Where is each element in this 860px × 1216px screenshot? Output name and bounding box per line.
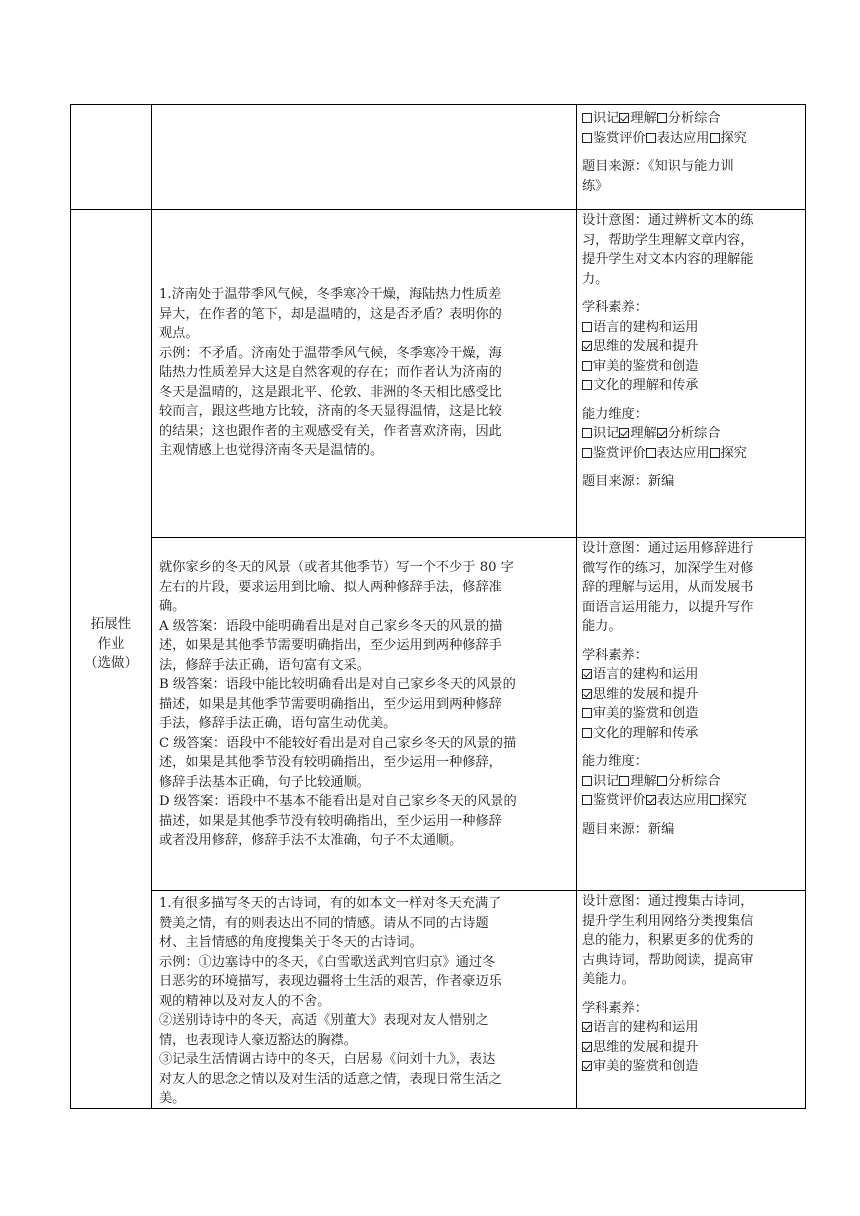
checkbox-label: 表达应用	[656, 793, 710, 808]
literacy-label: 学科素养：	[582, 300, 648, 315]
checkbox-empty-icon[interactable]	[619, 776, 629, 786]
literacy-item	[582, 665, 804, 685]
q2-text-line: 述，如果是其他季节需要明确指出，至少运用到两种修辞手	[159, 638, 502, 653]
spacer	[582, 743, 804, 752]
ability-line-2	[582, 791, 804, 811]
checkbox-checked-icon[interactable]	[657, 428, 667, 438]
checkbox-empty-icon[interactable]	[582, 728, 592, 738]
q2-text-line: 述，如果是其他季节没有较明确指出，至少运用一种修辞，	[159, 755, 502, 770]
checkbox-label: 分析综合	[667, 111, 721, 126]
column-divider-1	[151, 105, 152, 1108]
checkbox-label: 思维的发展和提升	[593, 686, 699, 702]
top-row-meta-cell	[582, 109, 804, 209]
checkbox-label: 文化的理解和传承	[593, 725, 699, 741]
q2-text-line: 或者没用修辞，修辞手法不太准确，句子不太通顺。	[159, 833, 463, 848]
q3-text-line: 对友人的思念之情以及对生活的适意之情，表现日常生活之	[159, 1071, 502, 1087]
ability-label: 能力维度：	[582, 406, 648, 422]
q1-text-line: 主观情感上也觉得济南冬天是温情的。	[159, 443, 384, 458]
design-intent-line: 提升学生对文本内容的理解能	[582, 252, 754, 267]
literacy-item	[582, 376, 804, 396]
q3-text-line: 赞美之情，有的则表达出不同的情感。请从不同的古诗题	[159, 915, 489, 931]
literacy-item	[582, 337, 804, 357]
checkbox-empty-icon[interactable]	[582, 428, 592, 438]
q3-text-line: 1.有很多描写冬天的古诗词，有的如本文一样对冬天充满了	[159, 896, 502, 911]
spacer	[582, 637, 804, 646]
design-intent-line: 提升学生利用网络分类搜集信	[582, 913, 754, 929]
q1-text-line: 的结果；这也跟作者的主观感受有关，作者喜欢济南，因此	[159, 423, 502, 439]
row-divider-3	[151, 890, 805, 891]
spacer	[582, 811, 804, 820]
q2-text-line: 左右的片段，要求运用到比喻、拟人两种修辞手法，修辞准	[159, 579, 502, 595]
q1-text-line: 异大，在作者的笔下，却是温晴的，这是否矛盾？表明你的	[159, 306, 502, 322]
checkbox-checked-icon[interactable]	[582, 1022, 592, 1032]
design-intent-line: 设计意图：通过搜集古诗词，	[582, 894, 754, 909]
checkbox-label: 识记	[593, 426, 620, 441]
design-intent-line: 微写作的练习，加深学生对修	[582, 560, 754, 576]
checkbox-label: 鉴赏评价	[593, 445, 646, 461]
q2-content-cell	[159, 558, 573, 878]
checkbox-label: 表达应用	[656, 445, 710, 461]
q1-text-line: 观点。	[159, 326, 199, 341]
checkbox-label: 分析综合	[667, 773, 721, 789]
checkbox-label: 理解	[630, 773, 657, 789]
q1-text-line: 1.济南处于温带季风气候，冬季寒冷干燥，海陆热力性质差	[159, 287, 502, 302]
checkbox-label: 识记	[593, 111, 620, 126]
q3-text-line: 观的精神以及对友人的不舍。	[159, 993, 331, 1009]
literacy-label: 学科素养：	[582, 1000, 648, 1016]
q2-text-line: 描述，如果是其他季节需要明确指出，至少运用到两种修辞	[159, 696, 502, 712]
checkbox-empty-icon[interactable]	[646, 448, 656, 458]
spacer	[582, 463, 804, 472]
q2-text-line: B 级答案：语段中能比较明确看出是对自己家乡冬天的风景的	[159, 677, 516, 692]
q2-text-line: 描述，如果是其他季节没有较明确指出，至少运用一种修辞	[159, 813, 502, 829]
checkbox-label: 探究	[720, 793, 747, 808]
ability-label: 能力维度：	[582, 754, 648, 769]
checkbox-label: 思维的发展和提升	[593, 1039, 699, 1055]
q1-text-line: 较而言，跟这些地方比较，济南的冬天显得温情，这是比较	[159, 404, 502, 419]
checkbox-empty-icon[interactable]	[710, 133, 720, 143]
design-intent-line: 辞的理解与运用，从而发展书	[582, 580, 754, 595]
checkbox-label: 语言的建构和运用	[593, 667, 699, 682]
checkbox-label: 鉴赏评价	[593, 130, 646, 146]
checkbox-label: 表达应用	[656, 130, 710, 146]
literacy-item	[582, 1057, 804, 1077]
checkbox-label: 识记	[593, 773, 620, 789]
spacer	[582, 289, 804, 298]
checkbox-empty-icon[interactable]	[582, 380, 592, 390]
checkbox-checked-icon[interactable]	[582, 669, 592, 679]
q2-text-line: 手法，修辞手法正确，语句富生动优美。	[159, 716, 397, 731]
design-intent-line: 习，帮助学生理解文章内容，	[582, 232, 754, 248]
checkbox-empty-icon[interactable]	[582, 776, 592, 786]
spacer	[582, 396, 804, 405]
q3-text-line: ②送别诗诗中的冬天，高适《别董大》表现对友人惜别之	[159, 1013, 489, 1028]
ability-line-1	[582, 109, 804, 129]
q3-text-line: 示例：①边塞诗中的冬天，《白雪歌送武判官归京》通过冬	[159, 954, 496, 970]
literacy-label: 学科素养：	[582, 647, 648, 663]
literacy-item	[582, 704, 804, 724]
q3-content-cell	[159, 894, 573, 1108]
q2-text-line: 就你家乡的冬天的风景（或者其他季节）写一个不少于 80 字	[159, 560, 514, 575]
checkbox-checked-icon[interactable]	[619, 428, 629, 438]
checkbox-empty-icon[interactable]	[582, 361, 592, 371]
row-label-line-2: 作业	[97, 635, 125, 652]
literacy-item	[582, 357, 804, 377]
checkbox-checked-icon[interactable]	[582, 689, 592, 699]
source-label-continued: 练》	[582, 178, 609, 194]
spacer	[582, 990, 804, 999]
checkbox-empty-icon[interactable]	[646, 133, 656, 143]
design-intent-line: 古典诗词，帮助阅读，提高审	[582, 952, 754, 968]
checkbox-empty-icon[interactable]	[657, 776, 667, 786]
checkbox-label: 审美的鉴赏和创造	[593, 1059, 699, 1074]
checkbox-label: 探究	[720, 445, 747, 461]
q2-text-line: 确。	[159, 599, 186, 614]
q2-text-line: C 级答案：语段中不能较好看出是对自己家乡冬天的风景的描	[159, 735, 517, 751]
checkbox-empty-icon[interactable]	[657, 113, 667, 123]
q3-text-line: ③记录生活情调古诗中的冬天，白居易《问刘十九》，表达	[159, 1052, 496, 1067]
checkbox-label: 思维的发展和提升	[593, 339, 699, 354]
literacy-item	[582, 318, 804, 338]
row-label-extended-homework	[71, 615, 151, 695]
literacy-item	[582, 724, 804, 744]
q2-meta-cell	[582, 539, 804, 890]
checkbox-checked-icon[interactable]	[646, 795, 656, 805]
ability-line-2	[582, 444, 804, 464]
source-label: 题目来源：新编	[582, 821, 675, 837]
q2-text-line: 法，修辞手法正确，语句富有文采。	[159, 657, 370, 673]
checkbox-empty-icon[interactable]	[582, 448, 592, 458]
design-intent-line: 面语言运用能力，以提升写作	[582, 599, 754, 615]
checkbox-empty-icon[interactable]	[710, 795, 720, 805]
q1-text-line: 陆热力性质差异大这是自然客观的存在；而作者认为济南的	[159, 365, 502, 380]
design-intent-line: 能力。	[582, 619, 622, 634]
checkbox-label: 审美的鉴赏和创造	[593, 358, 699, 374]
q3-text-line: 材、主旨情感的角度搜集关于冬天的古诗词。	[159, 935, 423, 950]
checkbox-checked-icon[interactable]	[619, 113, 629, 123]
q3-text-line: 情，也表现诗人豪迈豁达的胸襟。	[159, 1032, 357, 1048]
source-label: 题目来源：《知识与能力训	[582, 159, 734, 174]
q2-text-line: A 级答案：语段中能明确看出是对自己家乡冬天的风景的描	[159, 618, 503, 634]
row-label-line-1: 拓展性	[90, 616, 132, 632]
checkbox-empty-icon[interactable]	[582, 322, 592, 332]
q1-text-line: 示例：不矛盾。济南处于温带季风气候，冬季寒冷干燥，海	[159, 345, 502, 361]
q1-content-cell	[159, 285, 573, 485]
checkbox-checked-icon[interactable]	[582, 1042, 592, 1052]
literacy-item	[582, 1038, 804, 1058]
q2-text-line: 修辞手法基本正确，句子比较通顺。	[159, 774, 370, 790]
design-intent-line: 力。	[582, 271, 609, 287]
row-divider-2	[151, 537, 805, 538]
checkbox-empty-icon[interactable]	[582, 708, 592, 718]
q1-meta-cell	[582, 211, 804, 537]
design-intent-line: 设计意图：通过运用修辞进行	[582, 541, 754, 556]
checkbox-checked-icon[interactable]	[582, 341, 592, 351]
checkbox-label: 审美的鉴赏和创造	[593, 706, 699, 721]
ability-line-2	[582, 129, 804, 149]
literacy-item	[582, 1018, 804, 1038]
checkbox-label: 语言的建构和运用	[593, 319, 699, 335]
ability-line-1	[582, 424, 804, 444]
assignment-table	[70, 104, 806, 1109]
source-label: 题目来源：新编	[582, 474, 675, 489]
q3-text-line: 美。	[159, 1091, 186, 1106]
design-intent-line: 美能力。	[582, 972, 635, 987]
design-intent-line: 息的能力，积累更多的优秀的	[582, 933, 754, 948]
checkbox-empty-icon[interactable]	[582, 113, 592, 123]
literacy-item	[582, 685, 804, 705]
checkbox-label: 理解	[630, 426, 657, 441]
checkbox-checked-icon[interactable]	[582, 1061, 592, 1071]
checkbox-label: 探究	[720, 130, 747, 146]
checkbox-empty-icon[interactable]	[582, 133, 592, 143]
checkbox-empty-icon[interactable]	[582, 795, 592, 805]
q3-meta-cell	[582, 892, 804, 1108]
checkbox-label: 文化的理解和传承	[593, 378, 699, 393]
q2-text-line: D 级答案：语段中不基本不能看出是对自己家乡冬天的风景的	[159, 794, 517, 809]
row-divider-1	[71, 209, 805, 210]
ability-line-1	[582, 772, 804, 792]
row-label-line-3: （选做）	[84, 655, 138, 671]
checkbox-empty-icon[interactable]	[710, 448, 720, 458]
q3-text-line: 日恶劣的环境描写，表现边疆将士生活的艰苦，作者豪迈乐	[159, 974, 502, 989]
checkbox-label: 鉴赏评价	[593, 793, 646, 808]
column-divider-2	[576, 105, 577, 1108]
design-intent-line: 设计意图：通过辨析文本的练	[582, 213, 754, 228]
checkbox-label: 分析综合	[667, 426, 721, 441]
checkbox-label: 语言的建构和运用	[593, 1020, 699, 1035]
checkbox-label: 理解	[630, 111, 657, 126]
q1-text-line: 冬天是温晴的，这是跟北平、伦敦、非洲的冬天相比感受比	[159, 384, 502, 400]
